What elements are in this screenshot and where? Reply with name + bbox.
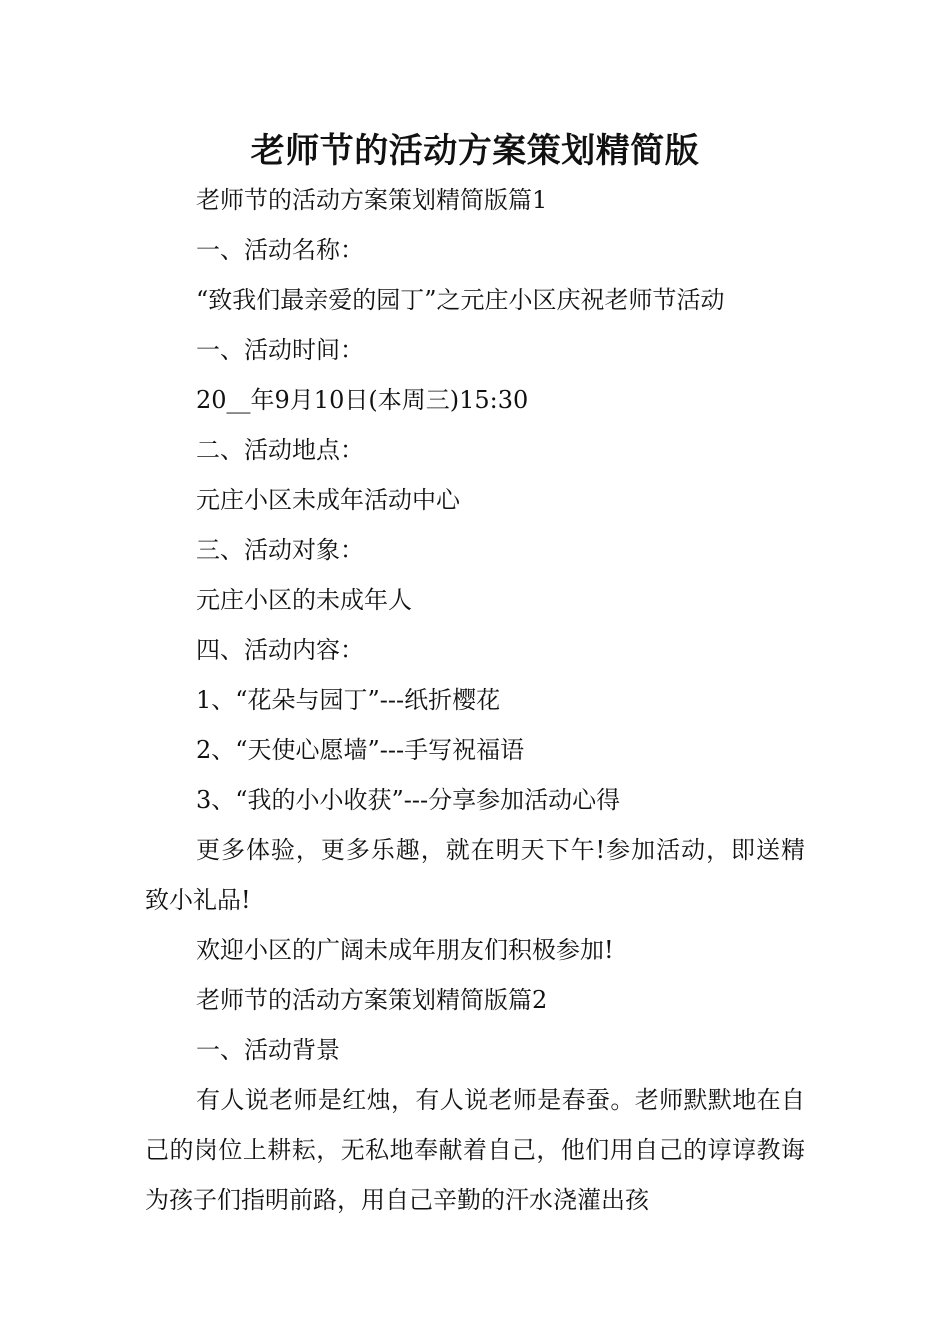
activity-audience-text: 元庄小区的未成年人 xyxy=(196,586,412,614)
background-heading: 一、活动背景 xyxy=(196,1036,340,1064)
activity-name-heading: 一、活动名称： xyxy=(196,236,364,264)
document-title: 老师节的活动方案策划精简版 xyxy=(250,131,700,171)
activity-name-text: “致我们最亲爱的园丁”之元庄小区庆祝老师节活动 xyxy=(196,286,725,314)
activity-location-heading: 二、活动地点： xyxy=(196,436,364,464)
section1-heading: 老师节的活动方案策划精简版篇1 xyxy=(196,186,548,214)
more-experience-paragraph: 更多体验，更多乐趣，就在明天下午!参加活动，即送精致小礼品! xyxy=(145,836,805,914)
activity-location-text: 元庄小区未成年活动中心 xyxy=(196,486,460,514)
content-item-2: 2、“天使心愿墙”---手写祝福语 xyxy=(196,736,525,764)
activity-time-text: 20__年9月10日(本周三)15:30 xyxy=(196,386,529,414)
background-paragraph: 有人说老师是红烛，有人说老师是春蚕。老师默默地在自己的岗位上耕耘，无私地奉献着自己，他们用自己的谆谆教诲为孩子们指明前路，用自己辛勤的汗水浇灌出孩 xyxy=(145,1086,805,1214)
welcome-text: 欢迎小区的广阔未成年朋友们积极参加! xyxy=(196,936,614,964)
content-item-1: 1、“花朵与园丁”---纸折樱花 xyxy=(196,686,501,714)
activity-content-heading: 四、活动内容： xyxy=(196,636,364,664)
activity-audience-heading: 三、活动对象： xyxy=(196,536,364,564)
activity-time-heading: 一、活动时间： xyxy=(196,336,364,364)
content-item-3: 3、“我的小小收获”---分享参加活动心得 xyxy=(196,786,621,814)
section2-heading: 老师节的活动方案策划精简版篇2 xyxy=(196,986,548,1014)
